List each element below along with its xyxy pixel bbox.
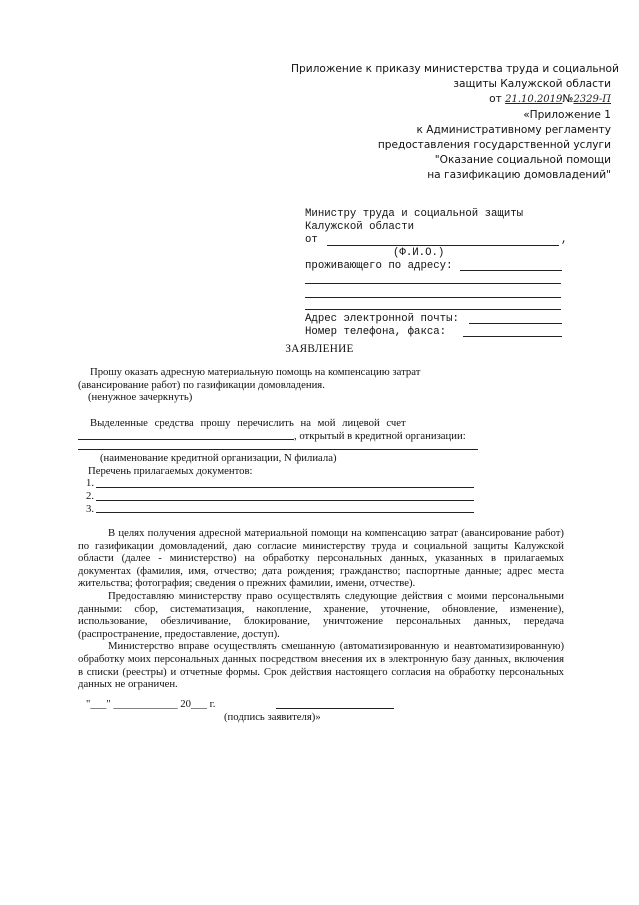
phone-row [305, 326, 575, 339]
address-label: проживающего по адресу: [305, 259, 453, 272]
document-title: ЗАЯВЛЕНИЕ [285, 343, 354, 355]
from-label: от [305, 234, 318, 247]
docs-list [78, 477, 474, 515]
signature-caption-row [86, 711, 406, 724]
address-field-3[interactable] [305, 287, 575, 301]
handwritten-order-number: 2329-П [573, 94, 611, 106]
signature-caption: (подпись заявителя)» [224, 710, 321, 723]
fio-field[interactable] [327, 245, 559, 246]
phone-label: Номер телефона, факса: [305, 325, 447, 338]
header-line-6: предоставления государственной услуги [377, 139, 611, 152]
header-line-7: "Оказание социальной помощи [434, 154, 611, 167]
email-label: Адрес электронной почты: [305, 312, 459, 325]
header-line-3 [291, 92, 611, 107]
addressee-line-1: Министру труда и социальной защиты [305, 208, 524, 220]
order-appendix-header [291, 62, 619, 184]
docs-item[interactable]: 2. [86, 490, 474, 503]
signature-block [86, 698, 406, 723]
email-row [305, 313, 575, 326]
account-number-field[interactable] [78, 439, 294, 440]
consent-paragraph-3: Министерство вправе осуществлять смешанную (автоматизированную и неавтоматизированную) обработку моих персональных данных посредством внесения их в электронную базу данных, включения в списки (реестры) и отчетные формы. Срок действия настоящего согласия на обработку персональных данных не ограничен. [78, 640, 564, 691]
request-block [78, 366, 460, 404]
addressee-line-2: Калужской области [305, 221, 415, 234]
signature-row [86, 698, 406, 711]
docs-label: Перечень прилагаемых документов: [88, 464, 253, 477]
strike-note: (ненужное зачеркнуть) [88, 391, 193, 404]
header-number-sign: № [562, 93, 574, 106]
fio-caption: (Ф.И.О.) [393, 246, 445, 259]
email-field[interactable] [469, 323, 562, 324]
header-line-1: Приложение к приказу министерства труда и социальной [291, 63, 619, 75]
account-row [78, 430, 478, 443]
bank-row [78, 442, 478, 452]
bank-caption: (наименование кредитной организации, N филиала) [100, 452, 337, 465]
consent-block [78, 527, 564, 691]
request-text-1: Прошу оказать адресную материальную помощь на компенсацию затрат [90, 366, 421, 378]
account-block [78, 417, 478, 515]
header-line-5: к Административному регламенту [416, 123, 611, 136]
phone-field[interactable] [463, 336, 562, 337]
handwritten-order-date: 21.10.2019 [505, 94, 563, 106]
signature-field[interactable] [276, 708, 394, 709]
address-field-4[interactable] [305, 301, 575, 313]
request-text-2: (авансирование работ) по газификации домовладения. [78, 378, 325, 391]
addressee-block [305, 208, 575, 339]
signature-date[interactable]: "___" ____________ 20___ г. [86, 698, 216, 710]
account-suffix: , открытый в кредитной организации: [294, 429, 466, 442]
bank-name-field[interactable] [78, 449, 478, 450]
consent-paragraph-2: Предоставляю министерству право осуществлять следующие действия с моими персональными данными: сбор, систематизация, накопление, хранение, уточнение, обновление, изменение), использование, обезличивание, блокирование, уничтожение персональных данных, передача (распространение, предоставление, доступ). [78, 589, 564, 640]
address-field-1[interactable] [460, 270, 562, 271]
header-line-4: «Приложение 1 [523, 108, 611, 121]
address-row [305, 260, 575, 273]
header-line-2: защиты Калужской области [453, 78, 611, 91]
fio-caption-row [305, 248, 575, 260]
account-text: Выделенные средства прошу перечислить на мой лицевой счет [90, 417, 406, 429]
from-comma: , [561, 234, 568, 247]
consent-paragraph-1: В целях получения адресной материальной помощи на компенсацию затрат (авансирование работ) по газификации домовладений, даю согласие министерству труда и социальной защиты Калужской области (далее - министерство) на обработку персональных данных, указанных в прилагаемых документах (фамилия, имя, отчество; дата рождения; гражданство; паспортные данные; адрес места жительства; фотография; сведения о прежних фамилии, имени, отчестве). [78, 527, 564, 590]
header-line-8: на газификацию домовладений" [427, 169, 611, 182]
header-from-label: от [489, 93, 502, 106]
address-field-2[interactable] [305, 273, 575, 287]
docs-item[interactable]: 3. [86, 503, 474, 516]
docs-item[interactable]: 1. [86, 477, 474, 490]
